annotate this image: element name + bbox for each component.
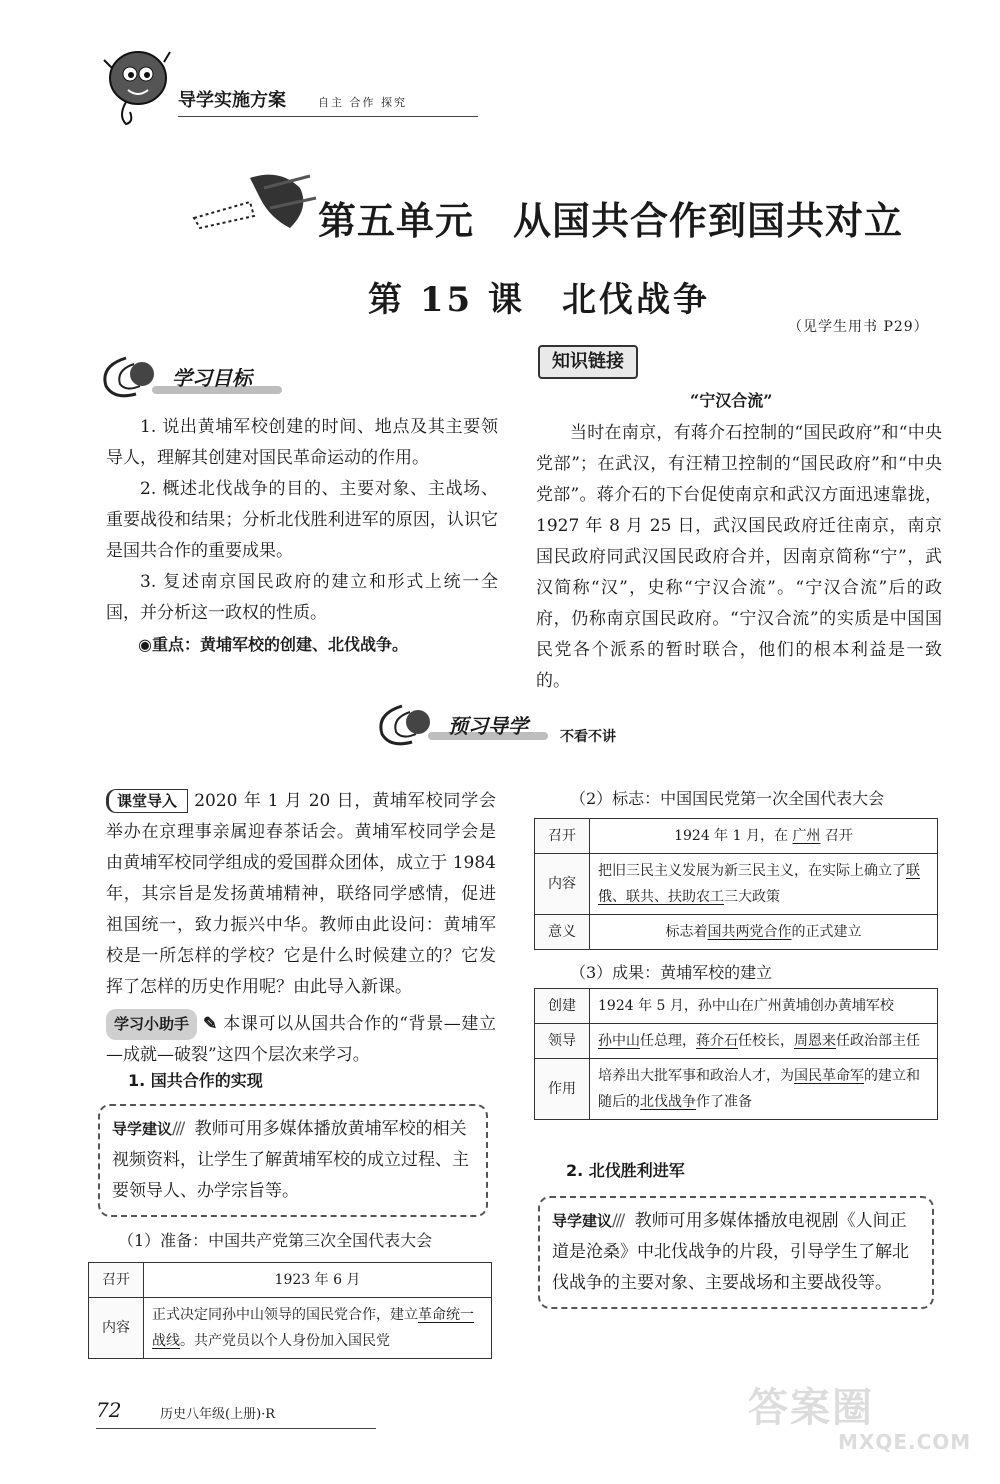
table-row [89, 1298, 492, 1359]
header-tags: 自主 合作 探究 [318, 96, 407, 109]
fill-answer: 国民革命军 [794, 1068, 864, 1084]
table-row [535, 1024, 938, 1059]
fill-answer: 孙中山 [598, 1033, 640, 1049]
fill-answer: 北伐战争 [640, 1094, 696, 1110]
table-value [144, 1298, 492, 1359]
table-row [535, 915, 938, 950]
watermark-logo: 答案圈 [748, 1385, 874, 1431]
helper-tag: 学习小助手 [106, 1009, 197, 1040]
table-value [590, 915, 938, 950]
mark-title: （2）标志：中国国民党第一次全国代表大会 [570, 789, 885, 808]
table-row [535, 819, 938, 854]
intro-paragraph [106, 786, 496, 1003]
unit-title: 第五单元 从国共合作到国共对立 [318, 199, 904, 243]
intro-block [106, 786, 496, 1071]
table-row [89, 1263, 492, 1298]
table-value [590, 1024, 938, 1059]
cell-text: 的正式建立 [791, 924, 862, 940]
learning-goals-body [106, 412, 498, 660]
mascot-icon [96, 40, 176, 130]
footer-text: 历史八年级(上册)·R [160, 1407, 276, 1422]
key-point: ◉重点：黄埔军校的创建、北伐战争。 [138, 635, 408, 654]
cell-text: 。共产党员以个人身份加入国民党 [180, 1333, 390, 1349]
table-key: 内容 [535, 854, 590, 915]
helper-text: 本课可以从国共合作的“背景—建立—成就—破裂”这四个层次来学习。 [106, 1014, 497, 1065]
advice-tag: 导学建议 [112, 1120, 173, 1138]
table-value: 1924 年 5 月，孙中山在广州黄埔创办黄埔军校 [590, 989, 938, 1024]
advice-box-1 [98, 1104, 488, 1217]
intro-text: 2020 年 1 月 20 日，黄埔军校同学会举办在京理事亲属迎春茶话会。黄埔军校同学会是由黄埔军校同学组成的爱国群众团体，成立于 1984 年，其宗旨是发扬黄埔精神，联络同学感情，促进祖国统一，致力振兴中华。教师由此设问：黄埔军校是一所怎样的学校？它是什么时候建立的？它发挥了怎样的历史作用呢？由此导入新课。 [106, 791, 497, 997]
fill-answer: 联俄、联共、扶助农工 [598, 863, 920, 905]
goal-item: 3. 复述南京国民政府的建立和形式上统一全国，并分析这一政权的性质。 [106, 572, 498, 623]
prep-title: （1）准备：中国共产党第三次全国代表大会 [118, 1231, 433, 1250]
header-title: 导学实施方案 [178, 90, 286, 111]
knowledge-text: 当时在南京，有蒋介石控制的“国民政府”和“中央党部”；在武汉，有汪精卫控制的“国民政府”和“中央党部”。蒋介石的下台促使南京和武汉方面迅速靠拢，1927 年 8 月 25 日，武汉国民政府迁往南京，南京国民政府同武汉国民政府合并，因南京简称“宁”，武汉简称“汉”，史称“宁汉合流”。“宁汉合流”后的政府，仍称南京国民政府。“宁汉合流”的实质是中国国民党各个派系的暂时联合，他们的根本利益是一致的。 [536, 423, 942, 691]
preview-sub: 不看不讲 [560, 729, 616, 745]
cell-text: 召开 [824, 828, 853, 844]
prep-table [88, 1262, 492, 1359]
fill-answer: 蒋介石 [696, 1033, 738, 1049]
cell-text: 的建立和随后的 [598, 1068, 920, 1110]
table-key: 创建 [535, 989, 590, 1024]
table-row [535, 854, 938, 915]
result-table [534, 988, 938, 1120]
goal-item: 2. 概述北伐战争的目的、主要对象、主战场、重要战役和结果；分析北伐胜利进军的原因，认识它是国共合作的重要成果。 [106, 479, 498, 561]
header-divider [178, 116, 478, 117]
table-key: 召开 [89, 1263, 144, 1298]
table-value [590, 1059, 938, 1120]
advice-box-2 [538, 1196, 934, 1309]
cell-text: 任校长， [738, 1033, 794, 1049]
advice-text: 教师可用多媒体播放电视剧《人间正道是沧桑》中北伐战争的片段，引导学生了解北伐战争的主要对象、主要战场和主要战役等。 [552, 1211, 909, 1293]
fill-answer: 国共两党合作 [707, 924, 792, 940]
fill-answer: 广州 [792, 828, 821, 844]
table-key: 内容 [89, 1298, 144, 1359]
cell-text: 作了准备 [696, 1094, 752, 1110]
advice-tag: 导学建议 [552, 1212, 613, 1230]
table-value [590, 854, 938, 915]
intro-tag: 课堂导入 [106, 789, 188, 813]
cell-text: 把旧三民主义发展为新三民主义，在实际上确立了 [598, 863, 906, 879]
table-row [535, 989, 938, 1024]
learning-goals-label: 学习目标 [172, 366, 252, 390]
cell-text: 1924 年 1 月，在 [674, 828, 788, 844]
table-value [590, 819, 938, 854]
brush-decoration-icon [190, 168, 320, 238]
section1-title: 1. 国共合作的实现 [128, 1071, 263, 1090]
preview-label: 预习导学 [448, 714, 528, 738]
pencil-icon: ✎ [203, 1014, 218, 1034]
knowledge-subtitle: “宁汉合流” [690, 391, 773, 410]
cell-text: 正式决定同孙中山领导的国民党合作，建立 [152, 1307, 418, 1323]
fill-answer: 革命统一战线 [152, 1307, 474, 1349]
cell-text: 标志着 [665, 924, 708, 940]
knowledge-body [536, 418, 942, 697]
helper-paragraph [106, 1009, 496, 1071]
fill-answer: 周恩来 [794, 1033, 836, 1049]
page-number: 72 [96, 1398, 122, 1422]
result-title: （3）成果：黄埔军校的建立 [570, 963, 773, 982]
table-key: 召开 [535, 819, 590, 854]
cell-text: 三大政策 [724, 889, 780, 905]
lesson-title: 第 15 课 北伐战争 [368, 280, 710, 320]
table-key: 领导 [535, 1024, 590, 1059]
table-key: 作用 [535, 1059, 590, 1120]
cell-text: 培养出大批军事和政治人才，为 [598, 1068, 794, 1084]
slash-decoration: /// [172, 1119, 184, 1139]
cell-text: 任政治部主任 [836, 1033, 920, 1049]
table-value: 1923 年 6 月 [144, 1263, 492, 1298]
table-row [535, 1059, 938, 1120]
mark-table [534, 818, 938, 950]
goal-item: 1. 说出黄埔军校创建的时间、地点及其主要领导人，理解其创建对国民革命运动的作用。 [106, 417, 498, 468]
table-key: 意义 [535, 915, 590, 950]
advice-text: 教师可用多媒体播放黄埔军校的相关视频资料，让学生了解黄埔军校的成立过程、主要领导人、办学宗旨等。 [112, 1119, 469, 1201]
cell-text: 任总理， [640, 1033, 696, 1049]
slash-decoration: /// [612, 1211, 624, 1231]
knowledge-link-label: 知识链接 [538, 345, 638, 379]
learning-goals-header [96, 352, 306, 402]
footer-divider [96, 1428, 376, 1429]
watermark-url: MXQE.COM [838, 1430, 972, 1454]
preview-header [372, 700, 672, 750]
section2-title: 2. 北伐胜利进军 [566, 1161, 685, 1180]
reference-note: （见学生用书 P29） [788, 319, 929, 335]
